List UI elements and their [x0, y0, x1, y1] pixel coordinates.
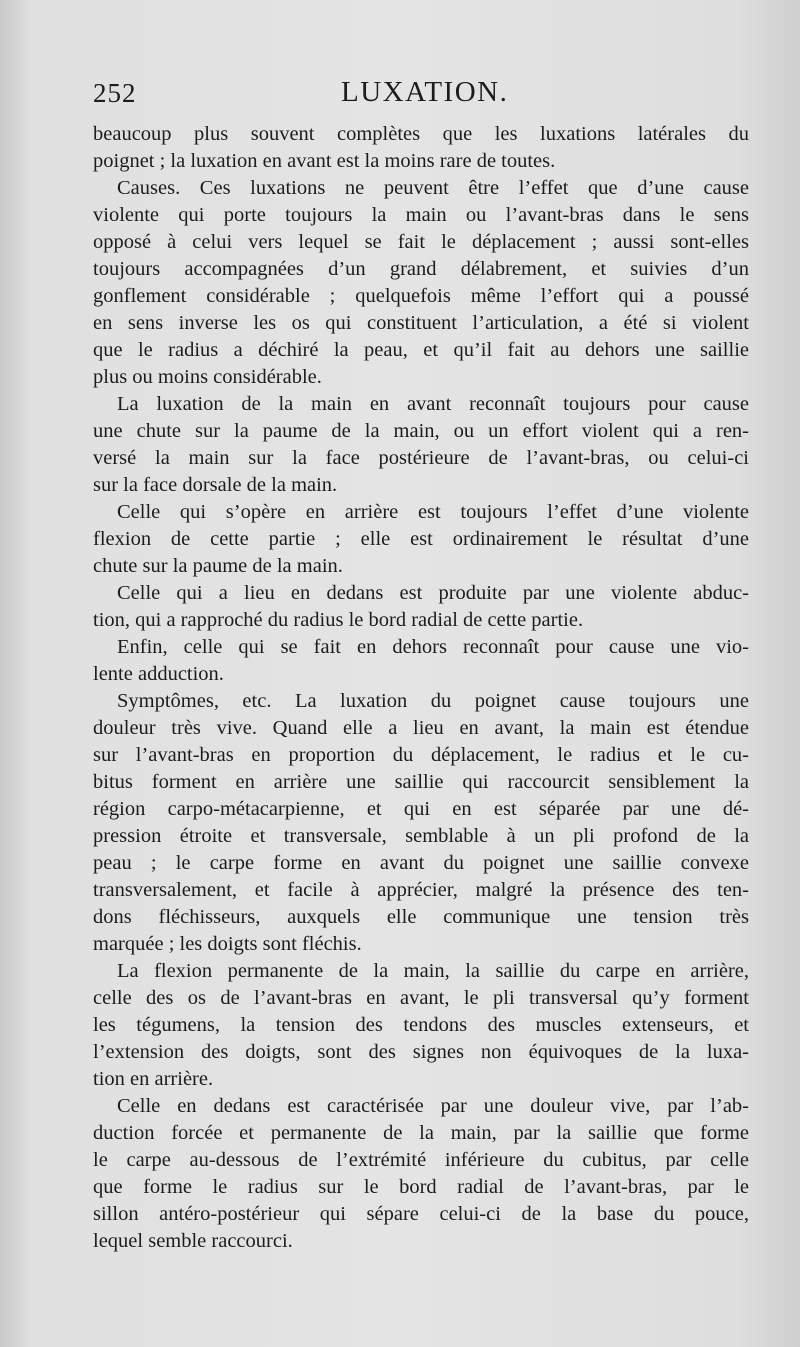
text-line: opposé à celui vers lequel se fait le déplacement ; aussi sont-elles — [93, 231, 749, 253]
text-line: La luxation de la main en avant reconnaît toujours pour cause — [117, 393, 749, 415]
text-line: sur l’avant-bras en proportion du déplacement, le radius et le cu- — [93, 744, 749, 766]
text-line: gonflement considérable ; quelquefois même l’effort qui a poussé — [93, 285, 749, 307]
text-line: dons fléchisseurs, auxquels elle communique une tension très — [93, 906, 749, 928]
text-line: Celle qui s’opère en arrière est toujours l’effet d’une violente — [117, 501, 749, 523]
text-line: région carpo-métacarpienne, et qui en est séparée par une dé- — [93, 798, 749, 820]
text-line: que le radius a déchiré la peau, et qu’il fait au dehors une saillie — [93, 339, 749, 361]
body-text — [93, 121, 749, 1255]
text-line: Celle qui a lieu en dedans est produite par une violente abduc- — [117, 582, 749, 604]
text-line: une chute sur la paume de la main, ou un effort violent qui a ren- — [93, 420, 749, 442]
text-line: plus ou moins considérable. — [93, 366, 322, 388]
text-line: tion en arrière. — [93, 1068, 214, 1090]
text-line: beaucoup plus souvent complètes que les luxations latérales du — [93, 123, 749, 145]
text-line: Enfin, celle qui se fait en dehors reconnaît pour cause une vio- — [117, 636, 749, 658]
text-line: transversalement, et facile à apprécier, malgré la présence des ten- — [93, 879, 749, 901]
text-line: Symptômes, etc. La luxation du poignet cause toujours une — [117, 690, 749, 712]
text-line: que forme le radius sur le bord radial de l’avant-bras, par le — [93, 1176, 749, 1198]
text-line: versé la main sur la face postérieure de l’avant-bras, ou celui-ci — [93, 447, 749, 469]
text-line: chute sur la paume de la main. — [93, 555, 343, 577]
text-line: peau ; le carpe forme en avant du poignet une saillie convexe — [93, 852, 749, 874]
text-line: pression étroite et transversale, semblable à un pli profond de la — [93, 825, 749, 847]
text-line: La flexion permanente de la main, la saillie du carpe en arrière, — [117, 960, 749, 982]
text-line: flexion de cette partie ; elle est ordinairement le résultat d’une — [93, 528, 749, 550]
text-line: celle des os de l’avant-bras en avant, le pli transversal qu’y forment — [93, 987, 749, 1009]
text-line: lequel semble raccourci. — [93, 1230, 293, 1252]
text-line: duction forcée et permanente de la main, par la saillie que forme — [93, 1122, 749, 1144]
running-title: LUXATION. — [341, 76, 509, 108]
text-line: bitus forment en arrière une saillie qui raccourcit sensiblement la — [93, 771, 749, 793]
text-line: Celle en dedans est caractérisée par une douleur vive, par l’ab- — [117, 1095, 749, 1117]
text-line: douleur très vive. Quand elle a lieu en avant, la main est étendue — [93, 717, 749, 739]
text-line: poignet ; la luxation en avant est la moins rare de toutes. — [93, 150, 556, 172]
text-line: sillon antéro-postérieur qui sépare celui-ci de la base du pouce, — [93, 1203, 749, 1225]
text-line: le carpe au-dessous de l’extrémité inférieure du cubitus, par celle — [93, 1149, 749, 1171]
text-line: violente qui porte toujours la main ou l’avant-bras dans le sens — [93, 204, 749, 226]
page-header — [93, 72, 753, 112]
text-line: marquée ; les doigts sont fléchis. — [93, 933, 362, 955]
text-line: Causes. Ces luxations ne peuvent être l’effet que d’une cause — [117, 177, 749, 199]
text-line: lente adduction. — [93, 663, 224, 685]
text-line: tion, qui a rapproché du radius le bord radial de cette partie. — [93, 609, 584, 631]
text-line: sur la face dorsale de la main. — [93, 474, 338, 496]
text-line: les tégumens, la tension des tendons des muscles extenseurs, et — [93, 1014, 749, 1036]
text-line: toujours accompagnées d’un grand délabrement, et suivies d’un — [93, 258, 749, 280]
text-line: l’extension des doigts, sont des signes non équivoques de la luxa- — [93, 1041, 749, 1063]
page-number: 252 — [93, 78, 137, 108]
text-line: en sens inverse les os qui constituent l’articulation, a été si violent — [93, 312, 749, 334]
